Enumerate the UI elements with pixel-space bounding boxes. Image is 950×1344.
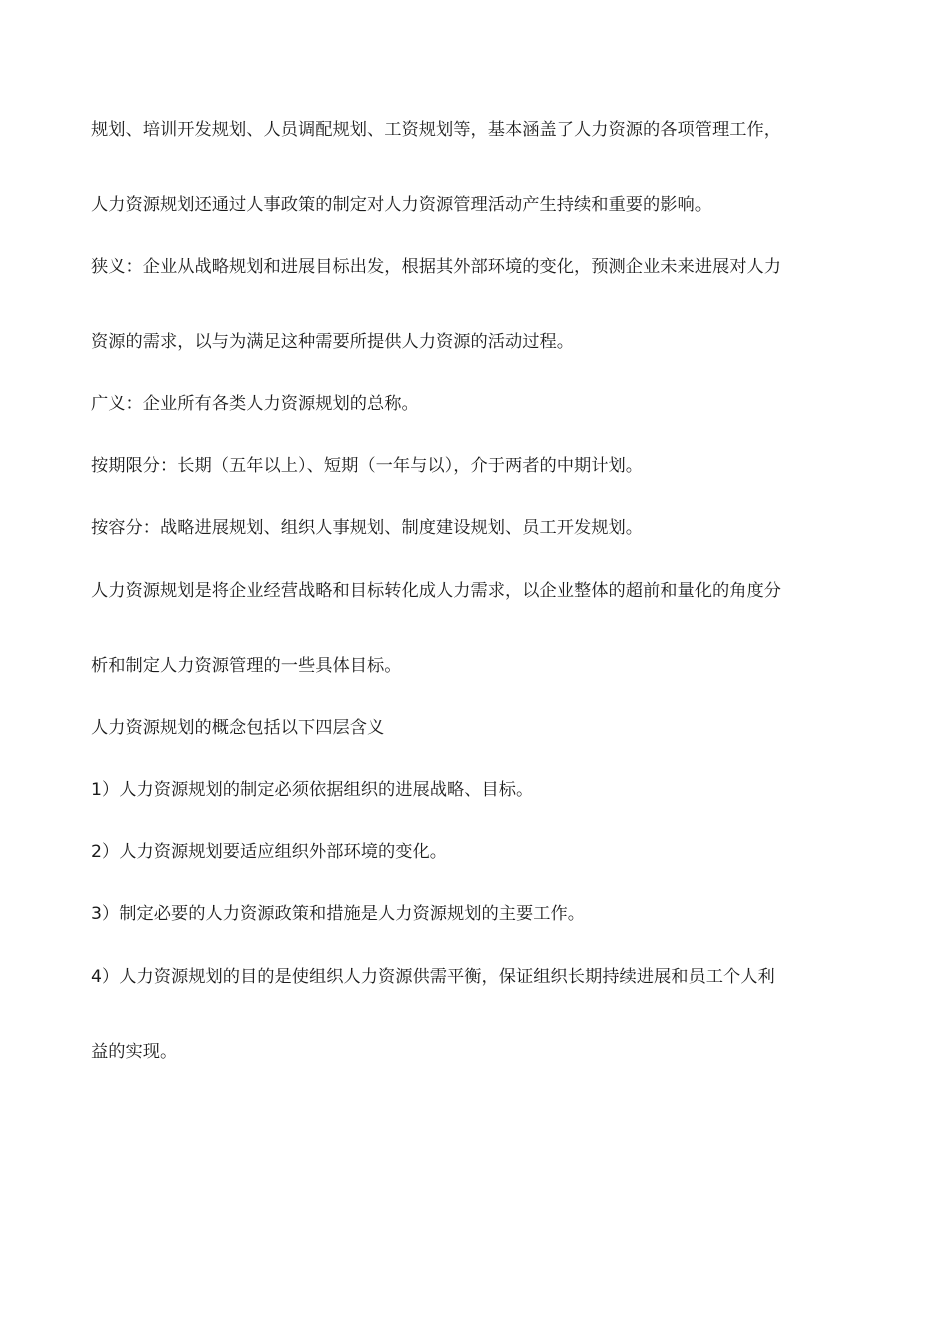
text-line-4: 资源的需求，以与为满足这种需要所提供人力资源的活动过程。 xyxy=(91,332,575,352)
text-line-11: 1）人力资源规划的制定必须依据组织的进展战略、目标。 xyxy=(91,780,534,800)
text-line-8: 人力资源规划是将企业经营战略和目标转化成人力需求，以企业整体的超前和量化的角度分 xyxy=(91,581,782,601)
text-line-13: 3）制定必要的人力资源政策和措施是人力资源规划的主要工作。 xyxy=(91,904,585,924)
text-line-10: 人力资源规划的概念包括以下四层含义 xyxy=(91,718,385,738)
text-line-7: 按容分：战略进展规划、组织人事规划、制度建设规划、员工开发规划。 xyxy=(91,518,644,538)
text-line-3: 狭义：企业从战略规划和进展目标出发，根据其外部环境的变化，预测企业未来进展对人力 xyxy=(91,257,782,277)
text-line-15: 益的实现。 xyxy=(91,1042,178,1062)
text-line-5: 广义：企业所有各类人力资源规划的总称。 xyxy=(91,394,419,414)
text-line-2: 人力资源规划还通过人事政策的制定对人力资源管理活动产生持续和重要的影响。 xyxy=(91,195,713,215)
text-line-12: 2）人力资源规划要适应组织外部环境的变化。 xyxy=(91,842,447,862)
text-line-9: 析和制定人力资源管理的一些具体目标。 xyxy=(91,656,402,676)
text-line-14: 4）人力资源规划的目的是使组织人力资源供需平衡，保证组织长期持续进展和员工个人利 xyxy=(91,967,775,987)
text-line-6: 按期限分：长期（五年以上）、短期（一年与以），介于两者的中期计划。 xyxy=(91,456,644,476)
text-line-1: 规划、培训开发规划、人员调配规划、工资规划等，基本涵盖了人力资源的各项管理工作， xyxy=(91,120,782,140)
